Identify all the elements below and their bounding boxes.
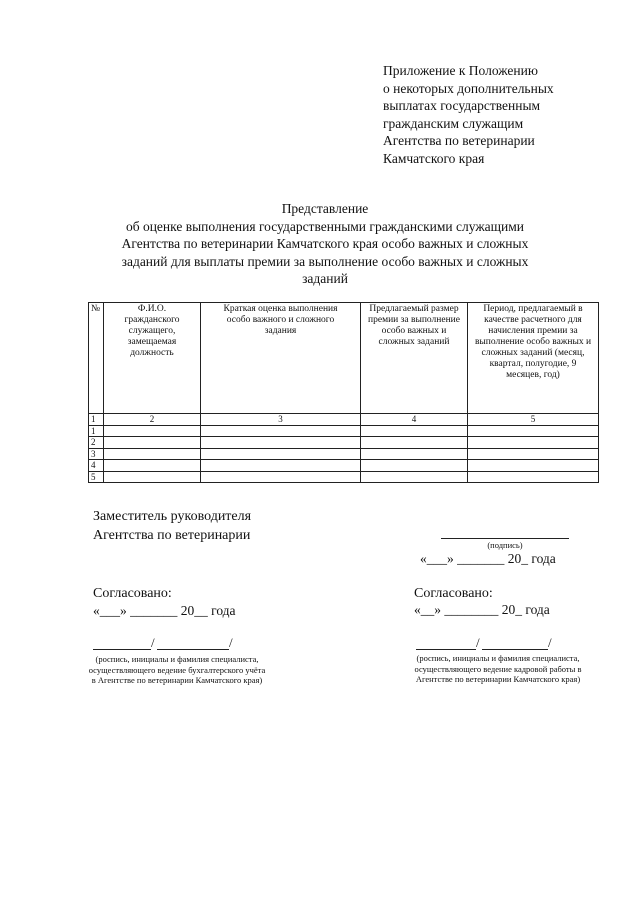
- agreed-right-date: «__» ________ 20_ года: [414, 602, 550, 617]
- column-number: 1: [89, 414, 104, 426]
- table-cell: [201, 460, 361, 472]
- appendix-line: Агентства по ветеринарии: [383, 133, 535, 148]
- table-cell: [104, 448, 201, 460]
- deputy-title-line: Заместитель руководителя: [93, 509, 252, 524]
- table-cell: [468, 471, 599, 483]
- table-column-numbers-row: [89, 414, 599, 426]
- table-cell: [104, 471, 201, 483]
- row-number: 1: [89, 425, 104, 437]
- column-number: 2: [104, 414, 201, 426]
- deputy-signature-line: [441, 538, 569, 539]
- appendix-line: о некоторых дополнительных: [383, 80, 554, 96]
- agreed-right-slash: /: [476, 635, 480, 650]
- table-cell: [201, 471, 361, 483]
- table-cell: [468, 425, 599, 437]
- column-number: 4: [361, 414, 468, 426]
- agreed-left-label: Согласовано:: [93, 586, 172, 601]
- row-number: 4: [89, 460, 104, 472]
- table-row: [89, 425, 599, 437]
- table-cell: [201, 448, 361, 460]
- document-title: [60, 200, 590, 288]
- table-cell: [361, 460, 468, 472]
- column-number: 3: [201, 414, 361, 426]
- title-line: Агентства по ветеринарии Камчатского края особо важных и сложных: [121, 236, 529, 251]
- agreed-left-date: «___» _______ 20__ года: [93, 603, 236, 618]
- column-number: 5: [468, 414, 599, 426]
- table-cell: [104, 460, 201, 472]
- table-cell: [201, 425, 361, 437]
- table-cell: [468, 437, 599, 449]
- agreed-left-slash: /: [151, 635, 155, 650]
- evaluation-table: [88, 302, 599, 483]
- table-row: [89, 460, 599, 472]
- agreed-right-label: Согласовано:: [414, 586, 493, 601]
- agreed-left-slash: /: [229, 635, 233, 650]
- deputy-title-line: Агентства по ветеринарии: [93, 528, 251, 543]
- table-cell: [104, 437, 201, 449]
- agreed-left-signature-line: [93, 649, 151, 650]
- table-row: [89, 448, 599, 460]
- header-period: Период, предлагаемый в качестве расчетного для начисления премии за выполнение особо важных и сложных заданий (месяц, квартал, полугодие, 9 месяцев, год): [468, 303, 599, 414]
- table-cell: [201, 437, 361, 449]
- agreed-right-caption: (роспись, инициалы и фамилия специалиста, осуществляющего ведение кадровой работы в Агентстве по ветеринарии Камчатского края): [414, 653, 582, 684]
- agreed-right-name-line: [482, 649, 548, 650]
- title-line: заданий: [302, 271, 348, 286]
- title-line: Представление: [281, 201, 369, 216]
- agreed-left-caption: (роспись, инициалы и фамилия специалиста, осуществляющего ведение бухгалтерского учёта в Агентстве по ветеринарии Камчатского края): [88, 654, 266, 685]
- appendix-line: выплатах государственным: [383, 98, 541, 113]
- table-row: [89, 471, 599, 483]
- table-cell: [468, 448, 599, 460]
- deputy-signature-caption: (подпись): [487, 540, 523, 550]
- row-number: 5: [89, 471, 104, 483]
- row-number: 3: [89, 448, 104, 460]
- appendix-line: Приложение к Положению: [383, 63, 538, 78]
- table-cell: [361, 437, 468, 449]
- table-row: [89, 437, 599, 449]
- header-fio: Ф.И.О. гражданского служащего, замещаемая должность: [104, 303, 201, 414]
- appendix-line: гражданским служащим: [383, 115, 524, 131]
- table-cell: [468, 460, 599, 472]
- agreed-right-signature-line: [416, 649, 476, 650]
- deputy-block: [93, 507, 251, 545]
- header-number: №: [89, 303, 104, 414]
- header-bonus-size: Предлагаемый размер премии за выполнение особо важных и сложных заданий: [361, 303, 468, 414]
- table-cell: [361, 448, 468, 460]
- table-cell: [361, 425, 468, 437]
- title-line: заданий для выплаты премии за выполнение особо важных и сложных: [121, 253, 529, 269]
- table-cell: [104, 425, 201, 437]
- header-assessment: Краткая оценка выполнения особо важного и сложного задания: [201, 303, 361, 414]
- appendix-line: Камчатского края: [383, 150, 485, 166]
- table-header-row: [89, 303, 599, 414]
- table-cell: [361, 471, 468, 483]
- agreed-right-slash: /: [548, 635, 552, 650]
- appendix-reference: [383, 62, 633, 167]
- title-line: об оценке выполнения государственными гражданскими служащими: [125, 218, 525, 234]
- row-number: 2: [89, 437, 104, 449]
- agreed-left-name-line: [157, 649, 229, 650]
- deputy-date: «___» _______ 20_ года: [420, 551, 556, 566]
